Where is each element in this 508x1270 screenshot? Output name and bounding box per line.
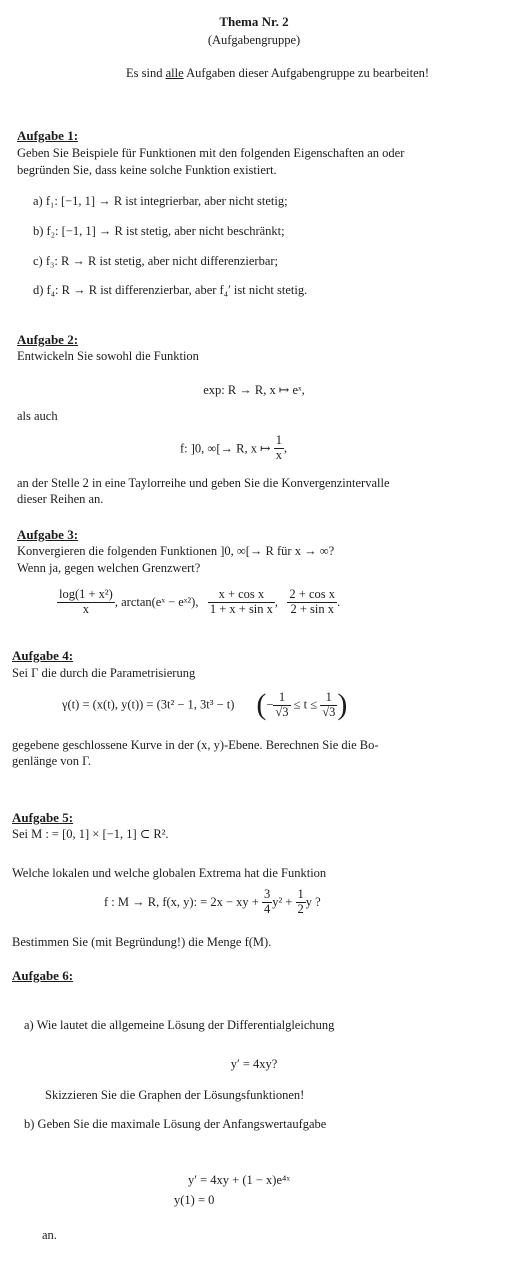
task-6-item-a: a) Wie lautet die allgemeine Lösung der Differentialgleichung	[24, 1018, 335, 1032]
instruction: Es sind alle Aufgaben dieser Aufgabengruppe zu bearbeiten!	[126, 66, 430, 80]
task-4-heading: Aufgabe 4:	[12, 648, 74, 663]
task-1-item-d: d) f₄: R → R ist differenzierbar, aber f₄′ ist nicht stetig.	[33, 283, 308, 297]
task-1-item-b: b) f₂: [−1, 1] → R ist stetig, aber nicht beschränkt;	[33, 224, 285, 238]
task-6-item-b: b) Geben Sie die maximale Lösung der Anfangswertaufgabe	[24, 1117, 327, 1131]
task-5-heading: Aufgabe 5:	[12, 810, 74, 825]
task-2-text: an der Stelle 2 in eine Taylorreihe und geben Sie die Konvergenzintervalle	[17, 476, 390, 490]
task-2-formula-f: f: ]0, ∞[→ R, x ↦ $\frac{1}{x}$ ,	[180, 433, 288, 462]
task-6-end: an.	[42, 1228, 57, 1242]
page-subtitle: (Aufgabengruppe)	[207, 33, 301, 47]
task-5-definition: Sei M : = [0, 1] × [−1, 1] ⊂ R².	[12, 827, 169, 841]
task-1-item-a: a) f₁: [−1, 1] → R ist integrierbar, aber nicht stetig;	[33, 194, 288, 208]
task-5-text: Welche lokalen und welche globalen Extrema hat die Funktion	[12, 866, 327, 880]
task-3-functions: $\frac{\text{log(1 + x²)}}{x}$ , arctan(eˣ − eˣ²), $\frac{\text{x + cos x}}{\text{1 + x + sin x}}$ , $\frac{\text{2 + cos x}}{\text{2 + sin x}}$ .	[59, 587, 341, 616]
task-2-text: Entwickeln Sie sowohl die Funktion	[17, 349, 199, 363]
task-3-heading: Aufgabe 3:	[17, 527, 79, 542]
task-1-item-c: c) f₃: R → R ist stetig, aber nicht differenzierbar;	[33, 254, 279, 268]
task-6-sketch: Skizzieren Sie die Graphen der Lösungsfunktionen!	[45, 1088, 305, 1102]
task-5-formula: f : M → R, f(x, y): = 2x − xy + $\frac{3}{4}$ y² + $\frac{1}{2}$ y ?	[104, 887, 321, 916]
task-6-heading: Aufgabe 6:	[12, 968, 74, 983]
page-title: Thema Nr. 2	[219, 14, 289, 29]
task-1-text: begründen Sie, dass keine solche Funktion existiert.	[17, 163, 277, 177]
task-4-text: gegebene geschlossene Kurve in der (x, y)-Ebene. Berechnen Sie die Bo-	[12, 738, 379, 752]
task-2-heading: Aufgabe 2:	[17, 332, 79, 347]
task-3-text: Wenn ja, gegen welchen Grenzwert?	[17, 561, 201, 575]
task-1-text: Geben Sie Beispiele für Funktionen mit den folgenden Eigenschaften an oder	[17, 146, 405, 160]
task-1-heading: Aufgabe 1:	[17, 128, 79, 143]
task-4-formula: γ(t) = (x(t), y(t)) = (3t² − 1, 3t³ − t) (− $\frac{1}{√3}$ ≤ t ≤ $\frac{1}{√3}$ )	[62, 688, 348, 721]
task-2-text: dieser Reihen an.	[17, 492, 104, 506]
task-5-text: Bestimmen Sie (mit Begründung!) die Menge f(M).	[12, 935, 272, 949]
task-4-text: Sei Γ die durch die Parametrisierung	[12, 666, 196, 680]
task-6-system-line-2: y(1) = 0	[174, 1193, 215, 1207]
task-2-text: als auch	[17, 409, 58, 423]
task-4-text: genlänge von Γ.	[12, 754, 91, 768]
task-2-formula-exp: exp: R → R, x ↦ eˣ,	[203, 383, 305, 397]
task-6-system-line-1: y′ = 4xy + (1 − x)e⁴ˣ	[188, 1173, 290, 1187]
task-3-text: Konvergieren die folgenden Funktionen ]0, ∞[→ R für x → ∞?	[17, 544, 335, 558]
task-6-equation: y′ = 4xy?	[230, 1057, 278, 1071]
